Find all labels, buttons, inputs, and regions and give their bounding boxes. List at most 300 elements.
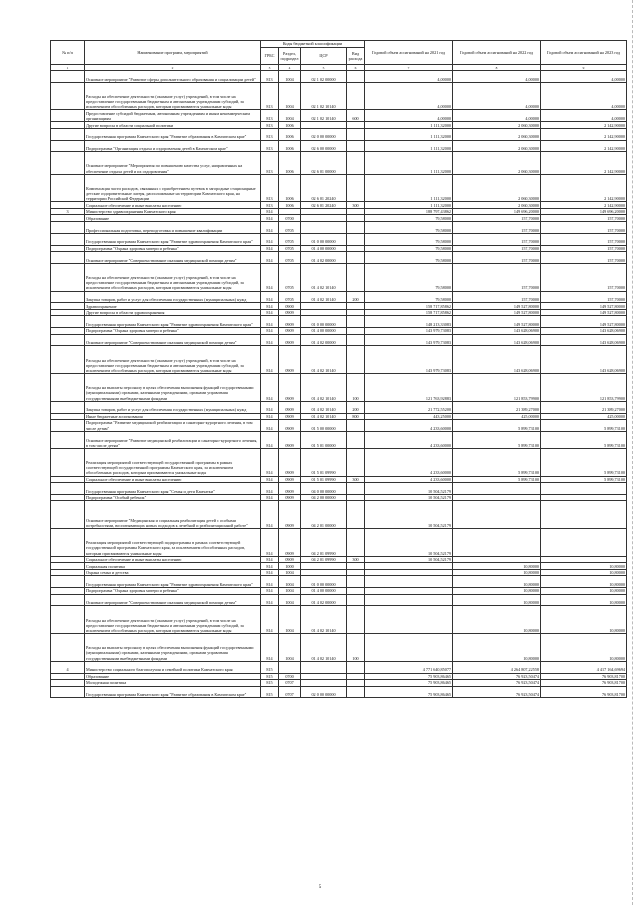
row-name: Другие вопросы в области социальной политики <box>85 122 261 129</box>
row-number <box>51 634 85 662</box>
row-grbs: 814 <box>261 606 279 634</box>
row-amount-2021: 4,00000 <box>365 82 453 110</box>
row-grbs: 814 <box>261 374 279 402</box>
row-amount-2023: 4,00000 <box>541 71 627 83</box>
row-grbs: 814 <box>261 245 279 252</box>
row-amount-2022: 76 923,50474 <box>453 673 541 680</box>
page-number: 5 <box>318 885 322 890</box>
row-amount-2023: 157,70000 <box>541 263 627 291</box>
table-row <box>51 252 627 264</box>
row-csr: 01 5 01 00000 <box>301 431 347 448</box>
table-row <box>51 576 627 588</box>
row-amount-2023: 2 142,90000 <box>541 202 627 209</box>
row-amount-2021: 4,00000 <box>365 110 453 122</box>
row-amount-2023: 76 903,81700 <box>541 680 627 687</box>
row-csr: 01 4 02 10140 <box>301 634 347 662</box>
row-amount-2023: 157,70000 <box>541 215 627 222</box>
header-2023: Годовой объем ассигнований на 2023 год <box>541 41 627 65</box>
row-amount-2021: 121 763,92883 <box>365 374 453 402</box>
row-csr: 02 1 02 10140 <box>301 110 347 122</box>
row-csr: 02 1 02 10140 <box>301 82 347 110</box>
row-amount-2022: 425,00000 <box>453 413 541 420</box>
row-csr: 04 2 01 00000 <box>301 501 347 529</box>
row-csr: 04 2 00 00000 <box>301 494 347 501</box>
row-section: 0707 <box>279 686 301 698</box>
column-number: 9 <box>541 65 627 71</box>
row-amount-2022: 2 060,30000 <box>453 152 541 174</box>
row-section: 0909 <box>279 413 301 420</box>
row-section: 0909 <box>279 476 301 483</box>
row-amount-2021: 1 111,32000 <box>365 140 453 152</box>
row-amount-2023: 5 899,73100 <box>541 476 627 483</box>
row-vr <box>347 82 365 110</box>
row-section: 1006 <box>279 128 301 140</box>
row-grbs: 814 <box>261 263 279 291</box>
row-amount-2022: 143 628,06900 <box>453 346 541 374</box>
row-grbs: 814 <box>261 476 279 483</box>
row-section: 0909 <box>279 374 301 402</box>
table-row <box>51 501 627 529</box>
row-csr: 01 4 02 10140 <box>301 413 347 420</box>
row-amount-2023 <box>541 483 627 495</box>
row-amount-2022: 10,80000 <box>453 594 541 606</box>
header-codes-group: Коды бюджетной классификации <box>261 41 365 48</box>
row-amount-2022: 149 527,80000 <box>453 316 541 328</box>
row-amount-2022: 157,70000 <box>453 291 541 303</box>
row-amount-2022: 10,80000 <box>453 588 541 595</box>
row-amount-2021: 10 504,52179 <box>365 494 453 501</box>
row-csr: 01 4 02 10140 <box>301 606 347 634</box>
row-vr <box>347 686 365 698</box>
row-grbs: 814 <box>261 233 279 245</box>
row-number <box>51 594 85 606</box>
row-grbs: 814 <box>261 252 279 264</box>
row-vr <box>347 576 365 588</box>
row-grbs: 815 <box>261 661 279 673</box>
row-name: Реализация мероприятий соответствующей государственной программы в рамках соответствующей государственной программы Камчатского края, за исключением обособленных расходов, которым присваиваются уникальные коды <box>85 448 261 476</box>
row-section: 0909 <box>279 448 301 476</box>
row-name: Основное мероприятие "Совершенствование оказания медицинской помощи детям" <box>85 252 261 264</box>
row-csr: 01 4 00 00000 <box>301 245 347 252</box>
row-amount-2023: 2 142,90000 <box>541 174 627 202</box>
row-section: 1004 <box>279 71 301 83</box>
row-amount-2022: 157,70000 <box>453 233 541 245</box>
row-number <box>51 233 85 245</box>
row-vr: 600 <box>347 110 365 122</box>
row-vr <box>347 431 365 448</box>
row-name: Расходы на обеспечение деятельности (оказание услуг) учреждений, в том числе на предоставление государственным бюджетным и автономным учреждениям субсидий, за исключением обособленных расходов, которым присваиваются уникальные коды <box>85 82 261 110</box>
row-name: Расходы на обеспечение деятельности (оказание услуг) учреждений, в том числе на предоставление государственным бюджетным и автономным учреждениям субсидий, за исключением обособленных расходов, которым присваиваются уникальные коды <box>85 263 261 291</box>
table-body <box>51 71 627 698</box>
row-section: 0909 <box>279 309 301 316</box>
row-section: 1000 <box>279 563 301 570</box>
row-section: 0705 <box>279 245 301 252</box>
row-vr <box>347 448 365 476</box>
row-name: Подпрограмма "Развитие медицинской реабилитации и санаторно-курортного лечения, в том числе детям" <box>85 420 261 432</box>
row-amount-2022: 5 899,73100 <box>453 476 541 483</box>
row-number <box>51 346 85 374</box>
row-csr <box>301 221 347 233</box>
table-row <box>51 291 627 303</box>
row-name: Основное мероприятие "Развитие медицинской реабилитации и санаторно-курортного лечения, в том числе детям" <box>85 431 261 448</box>
row-amount-2023: 2 142,90000 <box>541 128 627 140</box>
table-row <box>51 420 627 432</box>
row-section: 1004 <box>279 576 301 588</box>
row-amount-2023: 157,70000 <box>541 245 627 252</box>
row-amount-2023: 10,80000 <box>541 569 627 576</box>
table-row <box>51 140 627 152</box>
row-amount-2022: 157,70000 <box>453 263 541 291</box>
row-section: 0700 <box>279 673 301 680</box>
row-grbs: 814 <box>261 413 279 420</box>
row-amount-2022: 4,00000 <box>453 82 541 110</box>
table-row <box>51 374 627 402</box>
row-section: 0705 <box>279 291 301 303</box>
row-name: Закупка товаров, работ и услуг для обеспечения государственных (муниципальных) нужд <box>85 401 261 413</box>
page-edge-marks <box>632 0 637 905</box>
row-number <box>51 291 85 303</box>
row-grbs: 815 <box>261 673 279 680</box>
row-number <box>51 576 85 588</box>
row-grbs: 814 <box>261 291 279 303</box>
row-section: 0909 <box>279 316 301 328</box>
row-amount-2021: 79,58000 <box>365 252 453 264</box>
table-row <box>51 128 627 140</box>
row-amount-2023: 143 628,06900 <box>541 334 627 346</box>
row-number <box>51 128 85 140</box>
row-name: Государственная программа Камчатского края "Развитие образования в Камчатском крае" <box>85 686 261 698</box>
row-csr: 01 4 00 00000 <box>301 328 347 335</box>
row-number <box>51 374 85 402</box>
row-name: Образование <box>85 673 261 680</box>
row-vr <box>347 606 365 634</box>
row-csr: 01 5 01 09990 <box>301 448 347 476</box>
row-grbs: 814 <box>261 576 279 588</box>
row-name: Предоставление субсидий бюджетным, автономным учреждениям и иным некоммерческим организациям <box>85 110 261 122</box>
row-csr <box>301 661 347 673</box>
row-name: Социальная политика <box>85 563 261 570</box>
header-num: № п/п <box>51 41 85 65</box>
row-amount-2022: 143 628,06900 <box>453 328 541 335</box>
table-row <box>51 594 627 606</box>
table-row <box>51 686 627 698</box>
row-name: Здравоохранение <box>85 303 261 310</box>
row-amount-2022: 157,70000 <box>453 221 541 233</box>
row-number <box>51 252 85 264</box>
row-amount-2023: 149 696,20000 <box>541 208 627 215</box>
row-amount-2023: 21 389,27000 <box>541 401 627 413</box>
row-vr <box>347 263 365 291</box>
row-amount-2023: 10,80000 <box>541 588 627 595</box>
row-amount-2022: 4 264 807,22558 <box>453 661 541 673</box>
row-vr <box>347 501 365 529</box>
row-vr <box>347 529 365 557</box>
row-amount-2023: 2 142,90000 <box>541 122 627 129</box>
row-name: Молодежная политика <box>85 680 261 687</box>
row-amount-2023: 149 527,80000 <box>541 309 627 316</box>
row-csr: 02 6 01 00000 <box>301 152 347 174</box>
column-number: 4 <box>279 65 301 71</box>
row-section: 0909 <box>279 334 301 346</box>
row-amount-2021: 1 111,32000 <box>365 122 453 129</box>
row-csr: 01 4 02 10140 <box>301 263 347 291</box>
column-number: 8 <box>453 65 541 71</box>
row-vr: 800 <box>347 413 365 420</box>
row-number <box>51 334 85 346</box>
row-amount-2022: 121 853,79900 <box>453 374 541 402</box>
row-vr <box>347 221 365 233</box>
row-csr: 01 4 02 00000 <box>301 252 347 264</box>
row-csr: 01 4 02 10140 <box>301 374 347 402</box>
row-number <box>51 263 85 291</box>
row-amount-2022: 4,00000 <box>453 71 541 83</box>
row-section: 0707 <box>279 680 301 687</box>
header-section: Раздел, подраздел <box>279 48 301 65</box>
row-grbs: 814 <box>261 328 279 335</box>
row-amount-2021: 143 979,73083 <box>365 328 453 335</box>
row-amount-2022: 5 899,73100 <box>453 420 541 432</box>
row-section: 1006 <box>279 202 301 209</box>
row-csr: 02 6 01 20240 <box>301 174 347 202</box>
row-amount-2022: 10,80000 <box>453 563 541 570</box>
row-csr: 02 6 00 00000 <box>301 140 347 152</box>
row-vr <box>347 152 365 174</box>
row-section: 1004 <box>279 606 301 634</box>
row-number <box>51 174 85 202</box>
row-amount-2021: 4 771 640,85077 <box>365 661 453 673</box>
header-2022: Годовой объем ассигнований на 2022 год <box>453 41 541 65</box>
row-amount-2021: 10 504,52179 <box>365 501 453 529</box>
row-section: 0900 <box>279 303 301 310</box>
row-vr: 300 <box>347 476 365 483</box>
row-amount-2023: 5 899,73100 <box>541 431 627 448</box>
row-number <box>51 221 85 233</box>
row-name: Подпрограмма "Охрана здоровья матери и ребенка" <box>85 328 261 335</box>
row-vr: 200 <box>347 291 365 303</box>
row-vr <box>347 252 365 264</box>
row-csr: 01 0 00 00000 <box>301 576 347 588</box>
table-row <box>51 529 627 557</box>
row-name: Основное мероприятие "Развитие сферы дополнительного образования и социализации детей" <box>85 71 261 83</box>
row-amount-2023: 157,70000 <box>541 291 627 303</box>
row-amount-2022: 143 628,06900 <box>453 334 541 346</box>
row-grbs: 814 <box>261 208 279 215</box>
row-amount-2021: 4 233,60000 <box>365 420 453 432</box>
row-grbs: 814 <box>261 529 279 557</box>
row-name: Подпрограмма "Охрана здоровья матери и ребенка" <box>85 245 261 252</box>
row-amount-2022: 149 527,80000 <box>453 303 541 310</box>
row-name: Охрана семьи и детства <box>85 569 261 576</box>
row-amount-2023 <box>541 501 627 529</box>
row-vr <box>347 661 365 673</box>
row-grbs: 813 <box>261 110 279 122</box>
row-amount-2022: 149 527,80000 <box>453 309 541 316</box>
row-vr: 100 <box>347 634 365 662</box>
row-vr: 300 <box>347 202 365 209</box>
table-row <box>51 71 627 83</box>
budget-table <box>50 40 627 698</box>
row-amount-2022: 10,80000 <box>453 576 541 588</box>
row-grbs: 814 <box>261 346 279 374</box>
row-amount-2023: 10,80000 <box>541 606 627 634</box>
row-section: 0705 <box>279 263 301 291</box>
column-number: 1 <box>51 65 85 71</box>
row-csr: 02 1 02 00000 <box>301 71 347 83</box>
table-row <box>51 174 627 202</box>
row-amount-2021 <box>365 594 453 606</box>
table-row <box>51 316 627 328</box>
row-number <box>51 152 85 174</box>
row-name: Расходы на обеспечение деятельности (оказание услуг) учреждений, в том числе на предоставление государственным бюджетным и автономным учреждениям субсидий, за исключением обособленных расходов, которым присваиваются уникальные коды <box>85 606 261 634</box>
table-row <box>51 401 627 413</box>
row-amount-2022: 5 899,73100 <box>453 431 541 448</box>
column-number: 2 <box>85 65 261 71</box>
row-grbs: 813 <box>261 174 279 202</box>
row-section: 0700 <box>279 215 301 222</box>
row-vr <box>347 483 365 495</box>
row-number <box>51 71 85 83</box>
table-row <box>51 110 627 122</box>
row-number <box>51 110 85 122</box>
row-csr: 02 0 00 00000 <box>301 686 347 698</box>
row-vr <box>347 140 365 152</box>
row-section: 0909 <box>279 420 301 432</box>
row-amount-2023: 10,80000 <box>541 563 627 570</box>
row-amount-2023: 121 853,79900 <box>541 374 627 402</box>
row-section: 1006 <box>279 174 301 202</box>
row-amount-2021: 79,58000 <box>365 215 453 222</box>
row-amount-2022: 76 923,50474 <box>453 680 541 687</box>
row-amount-2022: 76 923,50474 <box>453 686 541 698</box>
row-amount-2022: 2 060,30000 <box>453 174 541 202</box>
row-grbs: 813 <box>261 122 279 129</box>
row-csr: 01 4 02 10140 <box>301 401 347 413</box>
row-section: 0909 <box>279 529 301 557</box>
row-number <box>51 82 85 110</box>
row-number <box>51 401 85 413</box>
header-grbs: ГРБС <box>261 48 279 65</box>
row-section: 1004 <box>279 110 301 122</box>
row-vr: 300 <box>347 556 365 563</box>
row-grbs: 813 <box>261 128 279 140</box>
row-name: Расходы на обеспечение деятельности (оказание услуг) учреждений, в том числе на предоставление государственным бюджетным и автономным учреждениям субсидий, за исключением обособленных расходов, которым присваиваются уникальные коды <box>85 346 261 374</box>
table-row <box>51 448 627 476</box>
row-amount-2022 <box>453 501 541 529</box>
table-row <box>51 82 627 110</box>
row-name: Подпрограмма "Организация отдыха и оздоровления детей в Камчатском крае" <box>85 140 261 152</box>
table-row <box>51 263 627 291</box>
row-amount-2021: 4 233,60000 <box>365 431 453 448</box>
row-amount-2022: 2 060,30000 <box>453 128 541 140</box>
row-amount-2022 <box>453 529 541 557</box>
row-vr <box>347 71 365 83</box>
table-row <box>51 661 627 673</box>
row-section: 1006 <box>279 140 301 152</box>
row-name: Расходы на выплаты персоналу в целях обеспечения выполнения функций государственными (муниципальными) органами, казенными учреждениями, органами управления государственными внебюджетными фондами <box>85 634 261 662</box>
row-csr: 02 6 01 20240 <box>301 202 347 209</box>
row-section: 0909 <box>279 346 301 374</box>
row-section: 1006 <box>279 122 301 129</box>
row-vr <box>347 420 365 432</box>
row-amount-2021: 143 979,73083 <box>365 334 453 346</box>
row-section: 0909 <box>279 494 301 501</box>
row-amount-2023: 10,80000 <box>541 634 627 662</box>
row-amount-2023: 10,80000 <box>541 594 627 606</box>
row-section: 1004 <box>279 82 301 110</box>
column-number: 7 <box>365 65 453 71</box>
table-row <box>51 221 627 233</box>
row-amount-2023: 157,70000 <box>541 233 627 245</box>
row-amount-2023: 425,00000 <box>541 413 627 420</box>
row-grbs: 814 <box>261 634 279 662</box>
row-grbs: 814 <box>261 563 279 570</box>
row-amount-2021: 1 111,32000 <box>365 152 453 174</box>
row-name: Министерство здравоохранения Камчатского края <box>85 208 261 215</box>
row-amount-2023: 5 899,73100 <box>541 448 627 476</box>
row-csr: 02 0 00 00000 <box>301 128 347 140</box>
row-section: 1004 <box>279 588 301 595</box>
row-amount-2022: 21 389,27000 <box>453 401 541 413</box>
row-number: 3 <box>51 208 85 215</box>
row-number <box>51 420 85 432</box>
row-amount-2021: 10 504,52179 <box>365 529 453 557</box>
row-amount-2021: 1 111,32000 <box>365 174 453 202</box>
row-number <box>51 529 85 557</box>
row-amount-2021: 148 213,33083 <box>365 316 453 328</box>
row-amount-2022: 2 060,30000 <box>453 202 541 209</box>
row-amount-2023 <box>541 529 627 557</box>
row-amount-2021: 4 233,60000 <box>365 448 453 476</box>
row-section: 0909 <box>279 328 301 335</box>
row-amount-2021: 443,25000 <box>365 413 453 420</box>
table-row <box>51 346 627 374</box>
row-vr: 100 <box>347 374 365 402</box>
column-number: 3 <box>261 65 279 71</box>
row-name: Основное мероприятие "Совершенствование оказания медицинской помощи детям" <box>85 334 261 346</box>
row-csr: 04 0 00 00000 <box>301 483 347 495</box>
row-grbs: 813 <box>261 140 279 152</box>
row-name: Профессиональная подготовка, переподготовка и повышение квалификации <box>85 221 261 233</box>
row-amount-2021: 4,00000 <box>365 71 453 83</box>
row-amount-2021: 79,58000 <box>365 245 453 252</box>
table-row <box>51 431 627 448</box>
row-number <box>51 501 85 529</box>
row-grbs: 814 <box>261 501 279 529</box>
row-section: 1004 <box>279 594 301 606</box>
header-name: Наименование программ, мероприятий <box>85 41 261 65</box>
row-amount-2023: 5 899,73100 <box>541 420 627 432</box>
row-vr <box>347 128 365 140</box>
row-name: Государственная программа Камчатского края "Развитие здравоохранения Камчатского края" <box>85 316 261 328</box>
row-name: Подпрограмма "Особый ребенок" <box>85 494 261 501</box>
row-grbs: 814 <box>261 594 279 606</box>
row-amount-2022: 157,70000 <box>453 215 541 222</box>
row-amount-2022: 10,80000 <box>453 569 541 576</box>
row-name: Основное мероприятие "Мероприятия по повышению качества услуг, направленных на обеспечение отдыха детей и их оздоровления" <box>85 152 261 174</box>
row-amount-2023: 149 527,80000 <box>541 303 627 310</box>
row-amount-2021: 10 504,52179 <box>365 556 453 563</box>
row-csr: 04 2 01 09990 <box>301 556 347 563</box>
row-section: 0909 <box>279 401 301 413</box>
row-name: Социальное обеспечение и иные выплаты населению <box>85 202 261 209</box>
header-csr: ЦСР <box>301 48 347 65</box>
row-amount-2023: 4 417 164,69694 <box>541 661 627 673</box>
row-section: 1004 <box>279 634 301 662</box>
row-section <box>279 661 301 673</box>
row-grbs: 814 <box>261 494 279 501</box>
row-csr: 01 4 02 00000 <box>301 594 347 606</box>
row-name: Подпрограмма "Охрана здоровья матери и ребенка" <box>85 588 261 595</box>
